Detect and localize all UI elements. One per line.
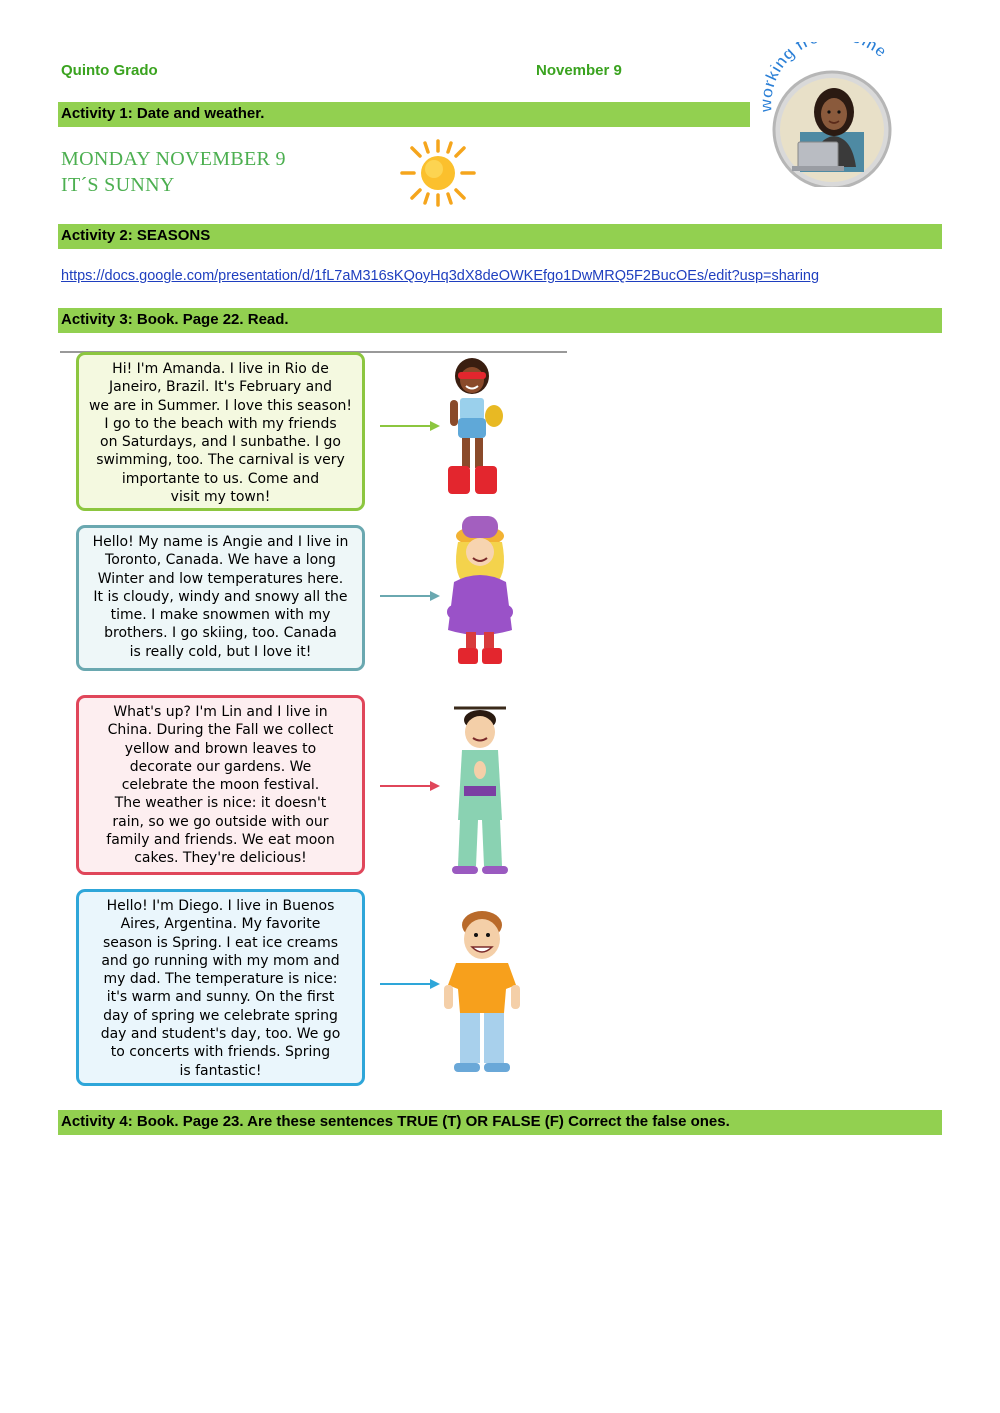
- lin-text-card: [76, 695, 365, 875]
- amanda-text-card: [76, 352, 365, 511]
- card-line: Hi! I'm Amanda. I live in Rio de: [112, 361, 329, 377]
- card-line: What's up? I'm Lin and I live in: [113, 704, 328, 720]
- card-line: Winter and low temperatures here.: [97, 570, 344, 587]
- card-line: day of spring we celebrate spring: [103, 1007, 338, 1024]
- card-line: yellow and brown leaves to: [124, 740, 317, 757]
- card-line: importante to us. Come and: [121, 470, 320, 487]
- card-line: Aires, Argentina. My favorite: [120, 916, 321, 933]
- activity-1-title: Activity 1: Date and weather.: [58, 102, 750, 127]
- grade-label: Quinto Grado: [61, 62, 158, 79]
- card-line: day and student's day, too. We go: [100, 1026, 341, 1043]
- card-line: visit my town!: [170, 489, 271, 506]
- card-line: my dad. The temperature is nice:: [103, 971, 338, 988]
- card-line: celebrate the moon festival.: [121, 777, 320, 794]
- card-line: Hello! My name is Angie and I live in: [92, 534, 349, 550]
- lin-arrow-icon: [380, 781, 440, 791]
- badge-text: rking f me: [760, 42, 891, 90]
- card-line: time. I make snowmen with my: [110, 607, 331, 624]
- angie-arrow-icon: [380, 591, 440, 601]
- card-line: China. During the Fall we collect: [107, 722, 334, 739]
- angie-character-icon: [440, 512, 525, 672]
- lin-character-icon: [440, 700, 520, 880]
- card-line: to concerts with friends. Spring: [110, 1044, 331, 1061]
- card-line: cakes. They're delicious!: [134, 850, 307, 867]
- sun-icon: [398, 138, 478, 208]
- card-line: I go to the beach with my friends: [104, 415, 337, 432]
- card-line: is fantastic!: [179, 1062, 262, 1079]
- card-line: on Saturdays, and I sunbathe. I go: [100, 434, 341, 451]
- card-line: Hello! I'm Diego. I live in Buenos: [106, 898, 335, 914]
- seasons-presentation-link[interactable]: https://docs.google.com/presentation/d/1fL7aM316sKQoyHq3dX8deOWKEfgo1DwMRQ5F2BucOEs/edit?usp=sharing: [61, 268, 820, 284]
- working-from-home-badge: [760, 42, 920, 187]
- card-line: rain, so we go outside with our: [112, 813, 329, 830]
- card-line: Toronto, Canada. We have a long: [105, 552, 336, 569]
- date-label: November 9: [536, 62, 622, 79]
- card-line: family and friends. We eat moon: [106, 832, 335, 849]
- date-line: MONDAY NOVEMBER 9: [61, 148, 286, 170]
- card-line: season is Spring. I eat ice creams: [102, 934, 338, 951]
- card-line: Janeiro, Brazil. It's February and: [108, 379, 332, 396]
- activity-3-title: Activity 3: Book. Page 22. Read.: [58, 308, 942, 333]
- card-line: is really cold, but I love it!: [129, 643, 312, 660]
- card-line: The weather is nice: it doesn't: [114, 795, 327, 812]
- card-line: swimming, too. The carnival is very: [96, 452, 345, 469]
- activity-4-title: Activity 4: Book. Page 23. Are these sentences TRUE (T) OR FALSE (F) Correct the false ones.: [58, 1110, 942, 1135]
- amanda-character-icon: [440, 350, 510, 500]
- card-line: and go running with my mom and: [101, 952, 340, 969]
- activity-2-title: Activity 2: SEASONS: [58, 224, 942, 249]
- card-line: brothers. I go skiing, too. Canada: [104, 625, 337, 642]
- amanda-arrow-icon: [380, 421, 440, 431]
- card-line: we are in Summer. I love this season!: [88, 397, 353, 414]
- woman-laptop-icon: [760, 42, 920, 187]
- angie-text-card: [76, 525, 365, 671]
- weather-line: IT´S SUNNY: [61, 174, 175, 196]
- diego-arrow-icon: [380, 979, 440, 989]
- diego-text-card: [76, 889, 365, 1086]
- card-line: it's warm and sunny. On the first: [106, 989, 335, 1006]
- card-line: decorate our gardens. We: [129, 758, 312, 775]
- card-line: It is cloudy, windy and snowy all the: [93, 588, 348, 605]
- diego-character-icon: [440, 905, 530, 1080]
